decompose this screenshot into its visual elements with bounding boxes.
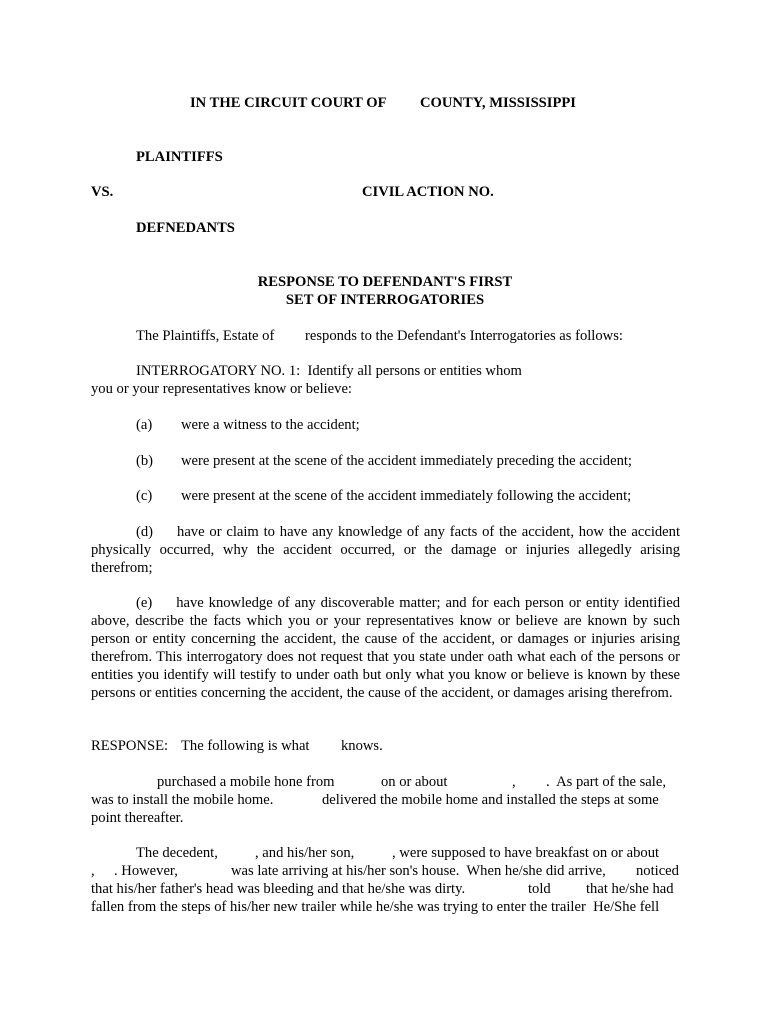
para2-line2-a: , bbox=[91, 863, 95, 879]
para1-line2-a: was to install the mobile home. bbox=[91, 792, 274, 808]
response-right: knows. bbox=[341, 738, 383, 754]
para2-line3-a: that his/her father's head was bleeding and that he/she was dirty. bbox=[91, 881, 466, 897]
response-left: The following is what bbox=[181, 738, 310, 754]
item-b-text: were present at the scene of the accident immediately preceding the accident; bbox=[181, 453, 632, 469]
item-d-paragraph bbox=[91, 523, 680, 577]
item-c-text: were present at the scene of the accident immediately following the accident; bbox=[181, 488, 632, 504]
item-e-paragraph bbox=[91, 594, 680, 702]
para1-line1-c: , bbox=[512, 774, 516, 790]
para1-line1-a: purchased a mobile hone from bbox=[157, 774, 335, 790]
para2-line2-c: was late arriving at his/her son's house. When he/she did arrive, bbox=[231, 863, 606, 879]
item-c-label: (c) bbox=[136, 488, 153, 504]
item-a-label: (a) bbox=[136, 417, 153, 433]
para2-line3-b: told bbox=[528, 881, 551, 897]
versus-label: VS. bbox=[91, 184, 114, 200]
para2-line2-b: . However, bbox=[114, 863, 178, 879]
response-label: RESPONSE: bbox=[91, 738, 169, 754]
para2-line1-b: , and his/her son, bbox=[255, 845, 355, 861]
para2-line1-c: , were supposed to have breakfast on or about bbox=[392, 845, 660, 861]
interrogatory-continuation: you or your representatives know or believe: bbox=[91, 381, 352, 397]
intro-left: The Plaintiffs, Estate of bbox=[136, 328, 275, 344]
item-e-text: have knowledge of any discoverable matter; and for each person or entity identified above, describe the facts which you or your representatives know or believe are known by such person or entity concerning the accident, the cause of the accident, or damages or injuries arising therefrom. This interrogatory does not request that you state under oath what each of the persons or entities you identify will testify to under oath but only what you know or believe is known by these persons or entities concerning the accident, the cause of the accident, or damages arising therefrom. bbox=[91, 595, 680, 701]
civil-action-label: CIVIL ACTION NO. bbox=[362, 184, 494, 200]
item-a-text: were a witness to the accident; bbox=[181, 417, 360, 433]
item-e-label: (e) bbox=[136, 595, 153, 611]
item-d-label: (d) bbox=[136, 524, 154, 540]
defendants-label: DEFNEDANTS bbox=[136, 220, 235, 236]
item-d-text: have or claim to have any knowledge of any facts of the accident, how the accident physically occurred, why the accident occurred, or the damage or injuries allegedly arising therefrom; bbox=[91, 524, 680, 576]
para2-line3-c: that he/she had bbox=[586, 881, 674, 897]
para1-line2-b: delivered the mobile home and installed the steps at some bbox=[322, 792, 659, 808]
document-title-line1: RESPONSE TO DEFENDANT'S FIRST bbox=[257, 274, 513, 290]
intro-right: responds to the Defendant's Interrogatories as follows: bbox=[305, 328, 623, 344]
court-heading-right: COUNTY, MISSISSIPPI bbox=[420, 95, 576, 111]
para1-line1-b: on or about bbox=[381, 774, 448, 790]
para1-line3: point thereafter. bbox=[91, 810, 184, 826]
para2-line4: fallen from the steps of his/her new trailer while he/she was trying to enter the trailer He/She fell bbox=[91, 899, 660, 915]
para2-line1-a: The decedent, bbox=[136, 845, 218, 861]
interrogatory-heading: INTERROGATORY NO. 1: Identify all persons or entities whom bbox=[136, 363, 522, 379]
document-title-line2: SET OF INTERROGATORIES bbox=[285, 292, 485, 308]
plaintiffs-label: PLAINTIFFS bbox=[136, 149, 223, 165]
item-b-label: (b) bbox=[136, 453, 154, 469]
para1-line1-d: . As part of the sale, bbox=[546, 774, 666, 790]
court-heading-left: IN THE CIRCUIT COURT OF bbox=[190, 95, 387, 111]
para2-line2-d: noticed bbox=[636, 863, 679, 879]
